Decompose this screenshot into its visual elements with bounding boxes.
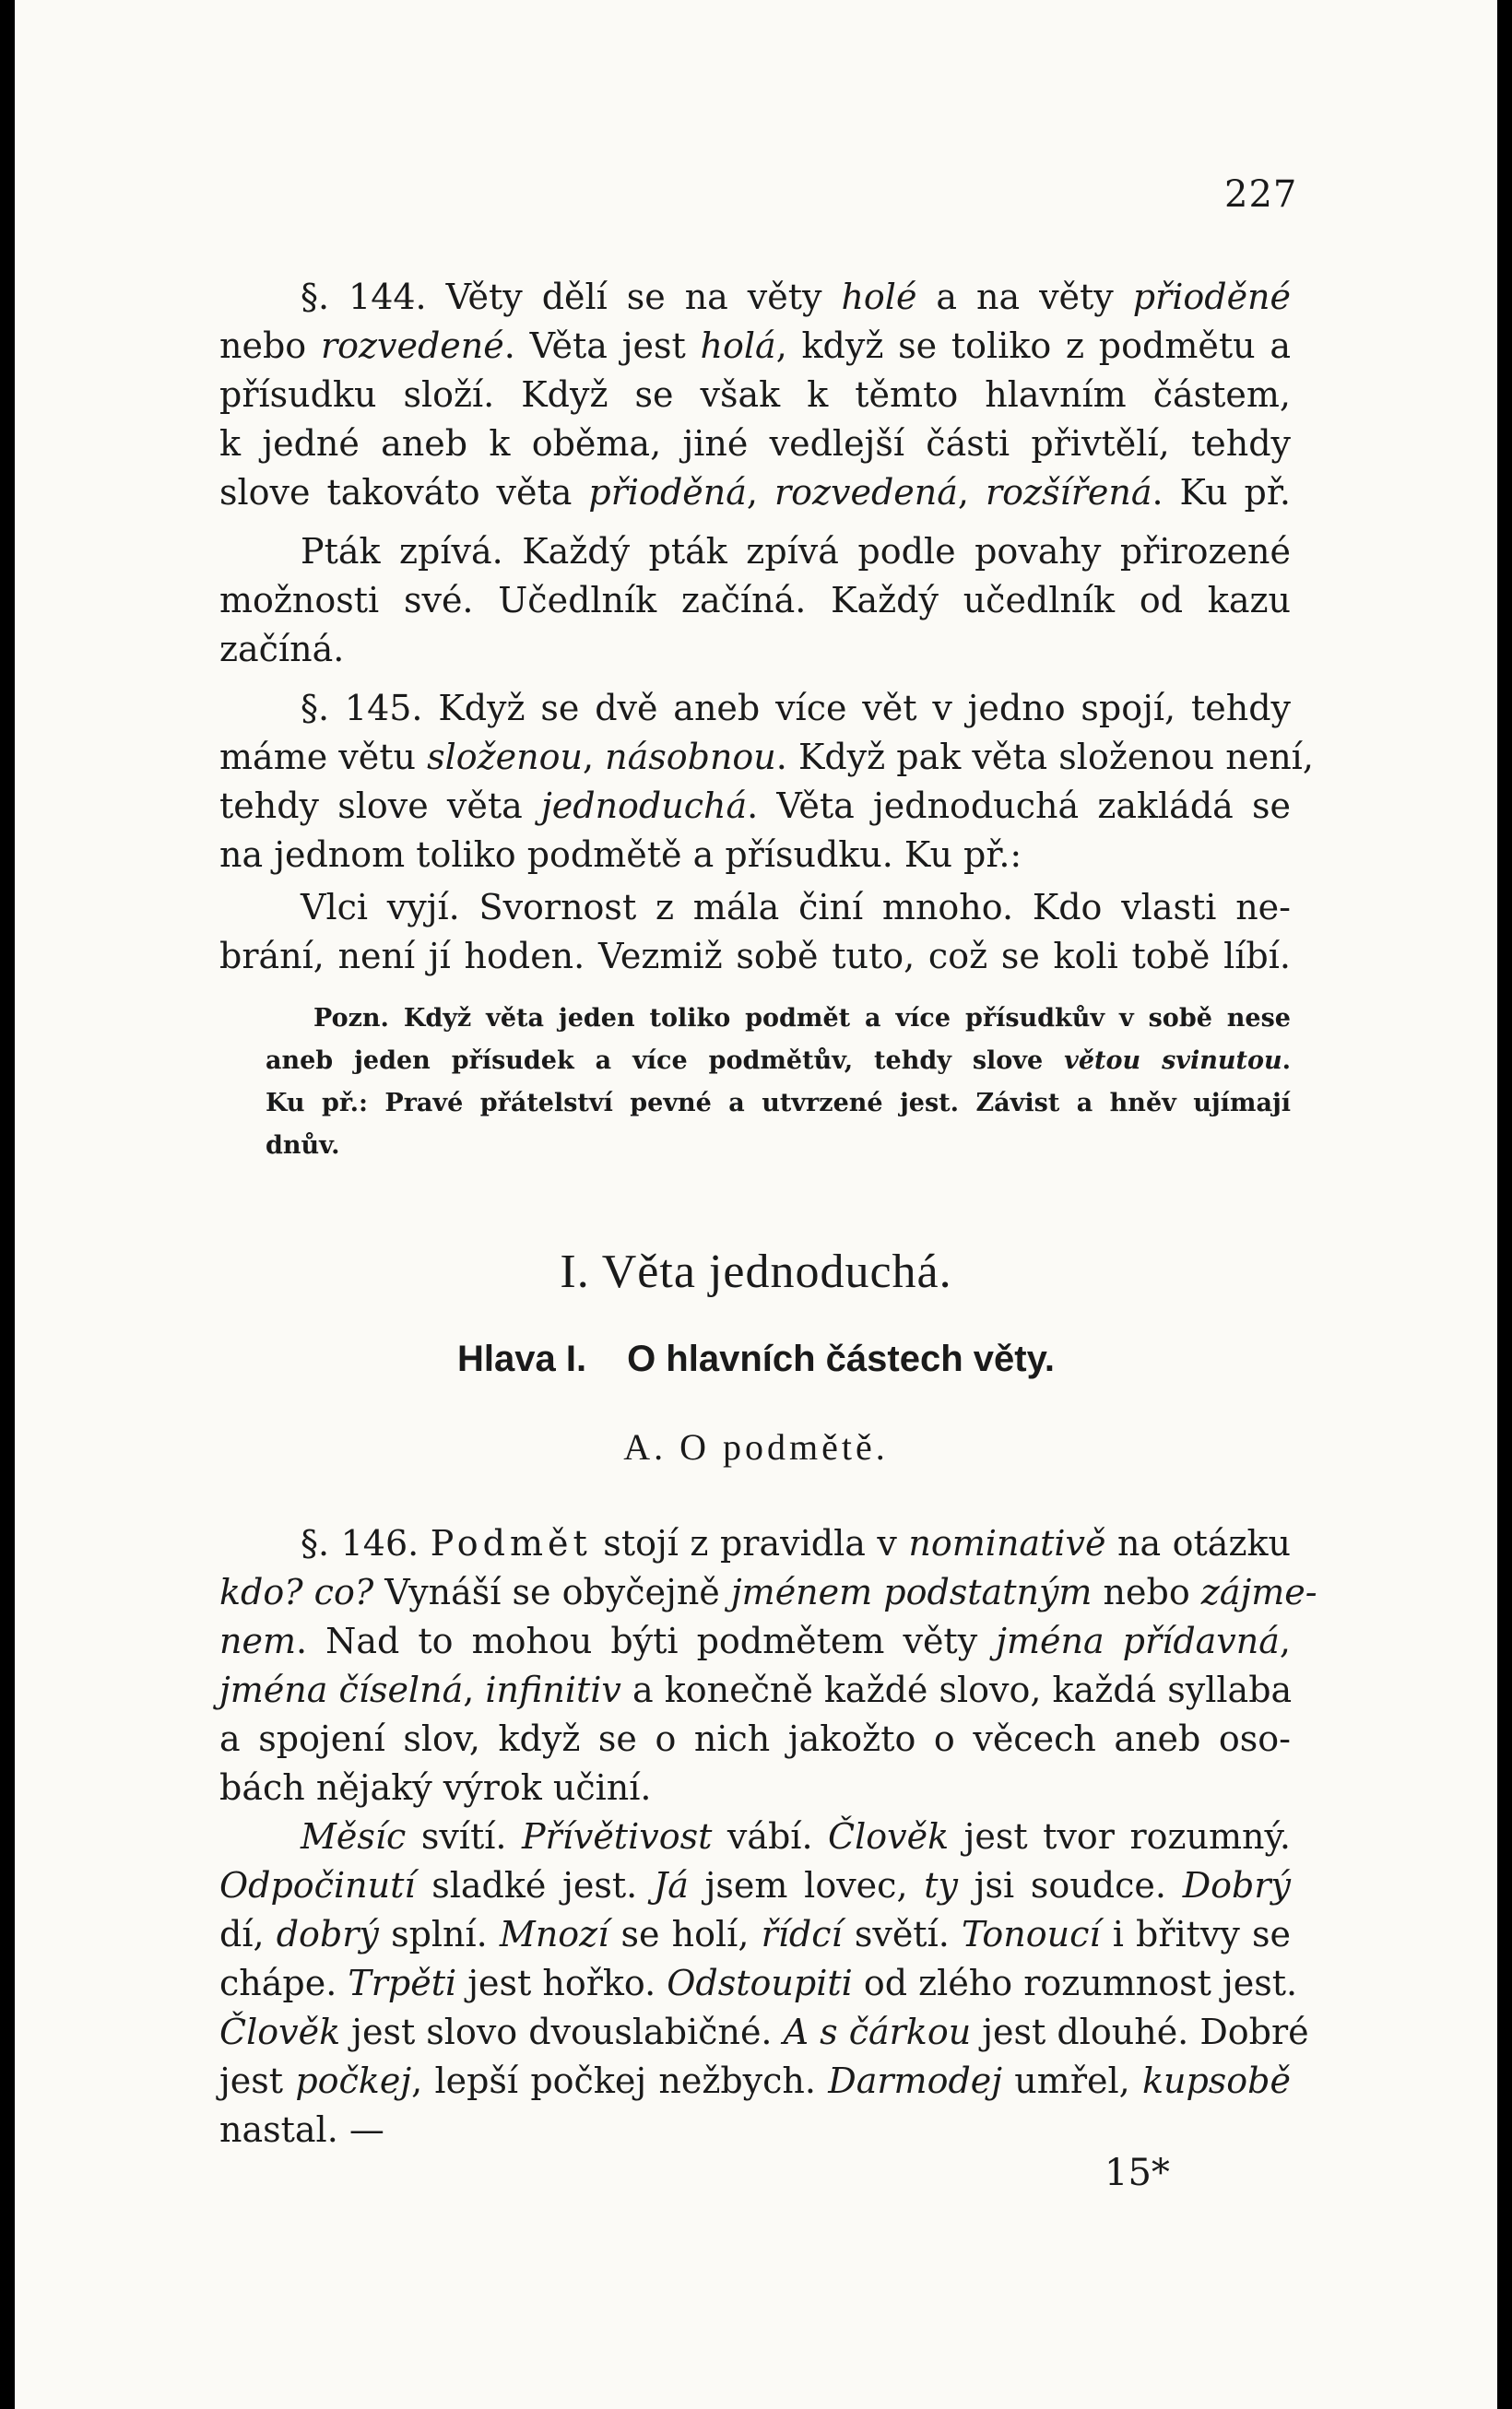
text-line: Odpočinutí sladké jest. Já jsem lovec, ty jsi soudce. Dobrý (219, 1865, 1292, 1906)
scan-edge-left (0, 0, 15, 2409)
text-line: §. 145. Když se dvě aneb více vět v jedno spojí, tehdy (301, 688, 1291, 728)
text-line: kdo? co? Vynáší se obyčejně jménem podstatným nebo zájme- (219, 1572, 1317, 1612)
signature-mark: 15* (1104, 2152, 1170, 2194)
paragraph-s145 (219, 684, 1314, 880)
note-line: dnův. (266, 1131, 340, 1160)
chapter-title: O hlavních částech věty. (627, 1339, 1055, 1379)
text-line: §. 146. Podmět stojí z pravidla v nominativě na otázku (301, 1523, 1291, 1564)
text-line: a spojení slov, když se o nich jakožto o věcech aneb oso- (219, 1718, 1291, 1759)
footnote-pozn (266, 998, 1291, 1167)
text-line: k jedné aneb k oběma, jiné vedlejší části přivtělí, tehdy (219, 423, 1291, 464)
subsection-title: A. O podmětě. (623, 1426, 889, 1468)
text-line: brání, není jí hoden. Vezmiž sobě tuto, což se koli tobě líbí. (219, 936, 1291, 976)
text-line: začíná. (219, 629, 345, 669)
text-line: nebo rozvedené. Věta jest holá, když se toliko z podmětu a (219, 325, 1291, 366)
chapter-heading (0, 1339, 1512, 1380)
text-line: tehdy slove věta jednoduchá. Věta jednoduchá zakládá se (219, 785, 1291, 826)
text-line: Pták zpívá. Každý pták zpívá podle povahy přirozené (301, 531, 1291, 572)
scan-edge-right (1497, 0, 1512, 2409)
note-line: Pozn. Když věta jeden toliko podmět a více přísudkův v sobě nese (313, 1004, 1291, 1033)
text-line: nastal. — (219, 2109, 384, 2150)
note-line: Ku př.: Pravé přátelství pevné a utvrzené jest. Závist a hněv ujímají (266, 1089, 1291, 1117)
section-title: I. Věta jednoduchá. (560, 1246, 952, 1298)
text-line: slove takováto věta přioděná, rozvedená, rozšířená. Ku př. (219, 472, 1291, 513)
text-line: nem. Nad to mohou býti podmětem věty jména přídavná, (219, 1621, 1291, 1661)
example-s144 (219, 527, 1291, 674)
text-line: možnosti své. Učedlník začíná. Každý učedlník od kazu (219, 580, 1291, 620)
text-line: dí, dobrý splní. Mnozí se holí, řídcí světí. Tonoucí i břitvy se (219, 1914, 1292, 1954)
text-line: jména číselná, infinitiv a konečně každé slovo, každá syllaba (219, 1670, 1293, 1710)
text-line: přísudku složí. Když se však k těmto hlavním částem, (219, 374, 1291, 415)
text-line: Měsíc svítí. Přívětivost vábí. Člověk jest tvor rozumný. (301, 1816, 1291, 1857)
note-line: aneb jeden přísudek a více podmětův, tehdy slove větou svinutou. (266, 1046, 1291, 1075)
text-line: máme větu složenou, násobnou. Když pak věta složenou není, (219, 737, 1314, 777)
text-line: bách nějaký výrok učiní. (219, 1767, 652, 1808)
text-line: na jednom toliko podmětě a přísudku. Ku př.: (219, 834, 1022, 875)
text-line: Člověk jest slovo dvouslabičné. A s čárkou jest dlouhé. Dobré (219, 2012, 1309, 2052)
example-s146 (219, 1813, 1309, 2155)
paragraph-s146 (219, 1519, 1317, 1813)
paragraph-s144 (219, 273, 1291, 517)
text-line: §. 144. Věty dělí se na věty holé a na věty přioděné (301, 277, 1292, 317)
chapter-label: Hlava I. (457, 1339, 587, 1379)
text-line: Vlci vyjí. Svornost z mála činí mnoho. Kdo vlasti ne- (301, 887, 1291, 927)
text-line: chápe. Trpěti jest hořko. Odstoupiti od zlého rozumnost jest. (219, 1963, 1298, 2003)
text-line: jest počkej, lepší počkej nežbych. Darmodej umřel, kupsobě (219, 2061, 1291, 2101)
page-number: 227 (1224, 173, 1298, 216)
example-s145 (219, 883, 1291, 981)
